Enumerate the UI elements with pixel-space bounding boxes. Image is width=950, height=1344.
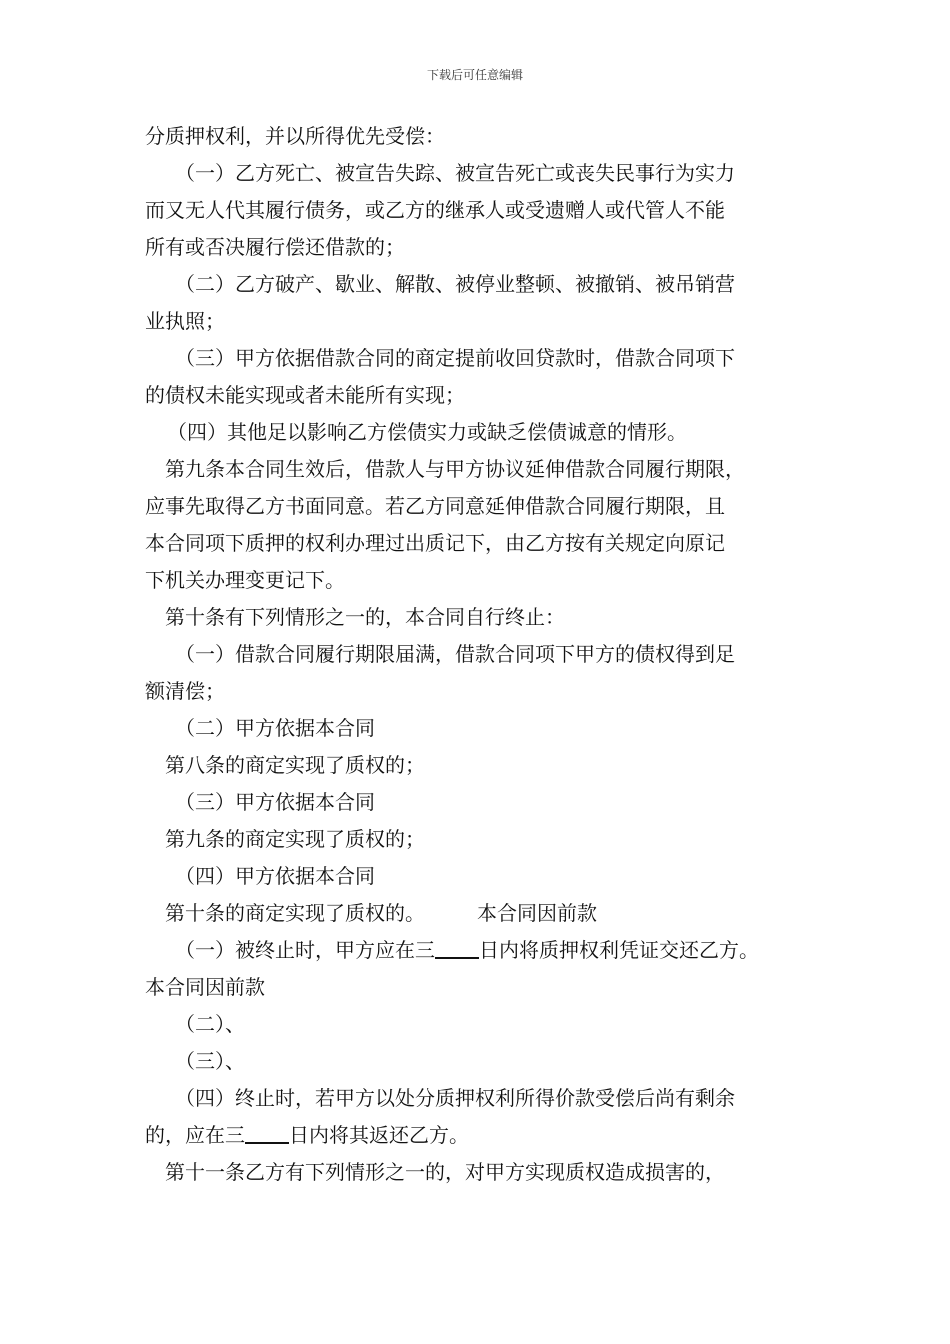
text-line: 应事先取得乙方书面同意。若乙方同意延伸借款合同履行期限，且	[145, 494, 725, 518]
text-line: 而又无人代其履行债务，或乙方的继承人或受遗赠人或代管人不能	[145, 198, 725, 222]
document-body	[145, 118, 825, 1191]
text-segment: 日内将其返还乙方。	[289, 1123, 469, 1147]
text-line: （二）甲方依据本合同	[175, 716, 375, 740]
text-line: （一）乙方死亡、被宣告失踪、被宣告死亡或丧失民事行为实力	[175, 161, 735, 185]
text-line: 业执照；	[145, 309, 225, 333]
text-line: 本合同项下质押的权利办理过出质记下，由乙方按有关规定向原记	[145, 531, 725, 555]
text-line: （四）其他足以影响乙方偿债实力或缺乏偿债诚意的情形。	[167, 420, 687, 444]
text-line: （二）乙方破产、歇业、解散、被停业整顿、被撤销、被吊销营	[175, 272, 735, 296]
text-line: 的债权未能实现或者未能所有实现；	[145, 383, 465, 407]
text-line	[145, 932, 825, 969]
page-header-note: 下载后可任意编辑	[426, 68, 523, 82]
text-line: 所有或否决履行偿还借款的；	[145, 235, 405, 259]
text-line: （二）、	[175, 1012, 245, 1036]
text-segment: 本合同因前款	[477, 901, 597, 925]
text-line: （三）甲方依据本合同	[175, 790, 375, 814]
text-line: 下机关办理变更记下。	[145, 568, 345, 592]
text-line: 第八条的商定实现了质权的；	[165, 753, 425, 777]
text-line: 额清偿；	[145, 679, 225, 703]
text-line: 本合同因前款	[145, 975, 265, 999]
text-line: （四）终止时，若甲方以处分质押权利所得价款受偿后尚有剩余	[175, 1086, 735, 1110]
text-line	[145, 895, 825, 932]
text-segment: 第十条的商定实现了质权的。	[165, 901, 425, 925]
text-line: （三）甲方依据借款合同的商定提前收回贷款时，借款合同项下	[175, 346, 735, 370]
text-line: 第九条的商定实现了质权的；	[165, 827, 425, 851]
text-segment: 日内将质押权利凭证交还乙方。	[479, 938, 759, 962]
text-line: （一）借款合同履行期限届满，借款合同项下甲方的债权得到足	[175, 642, 735, 666]
text-line: 第十一条乙方有下列情形之一的，对甲方实现质权造成损害的，	[165, 1160, 725, 1184]
fill-in-blank	[245, 1122, 289, 1144]
text-line: 第十条有下列情形之一的，本合同自行终止：	[165, 605, 565, 629]
text-line: （四）甲方依据本合同	[175, 864, 375, 888]
fill-in-blank	[435, 937, 479, 959]
text-segment: 的，应在三	[145, 1123, 245, 1147]
text-line: 分质押权利，并以所得优先受偿：	[145, 124, 445, 148]
text-line: （三）、	[175, 1049, 245, 1073]
text-segment: （一）被终止时，甲方应在三	[175, 938, 435, 962]
text-line	[145, 1117, 825, 1154]
text-line: 第九条本合同生效后，借款人与甲方协议延伸借款合同履行期限，	[165, 457, 745, 481]
